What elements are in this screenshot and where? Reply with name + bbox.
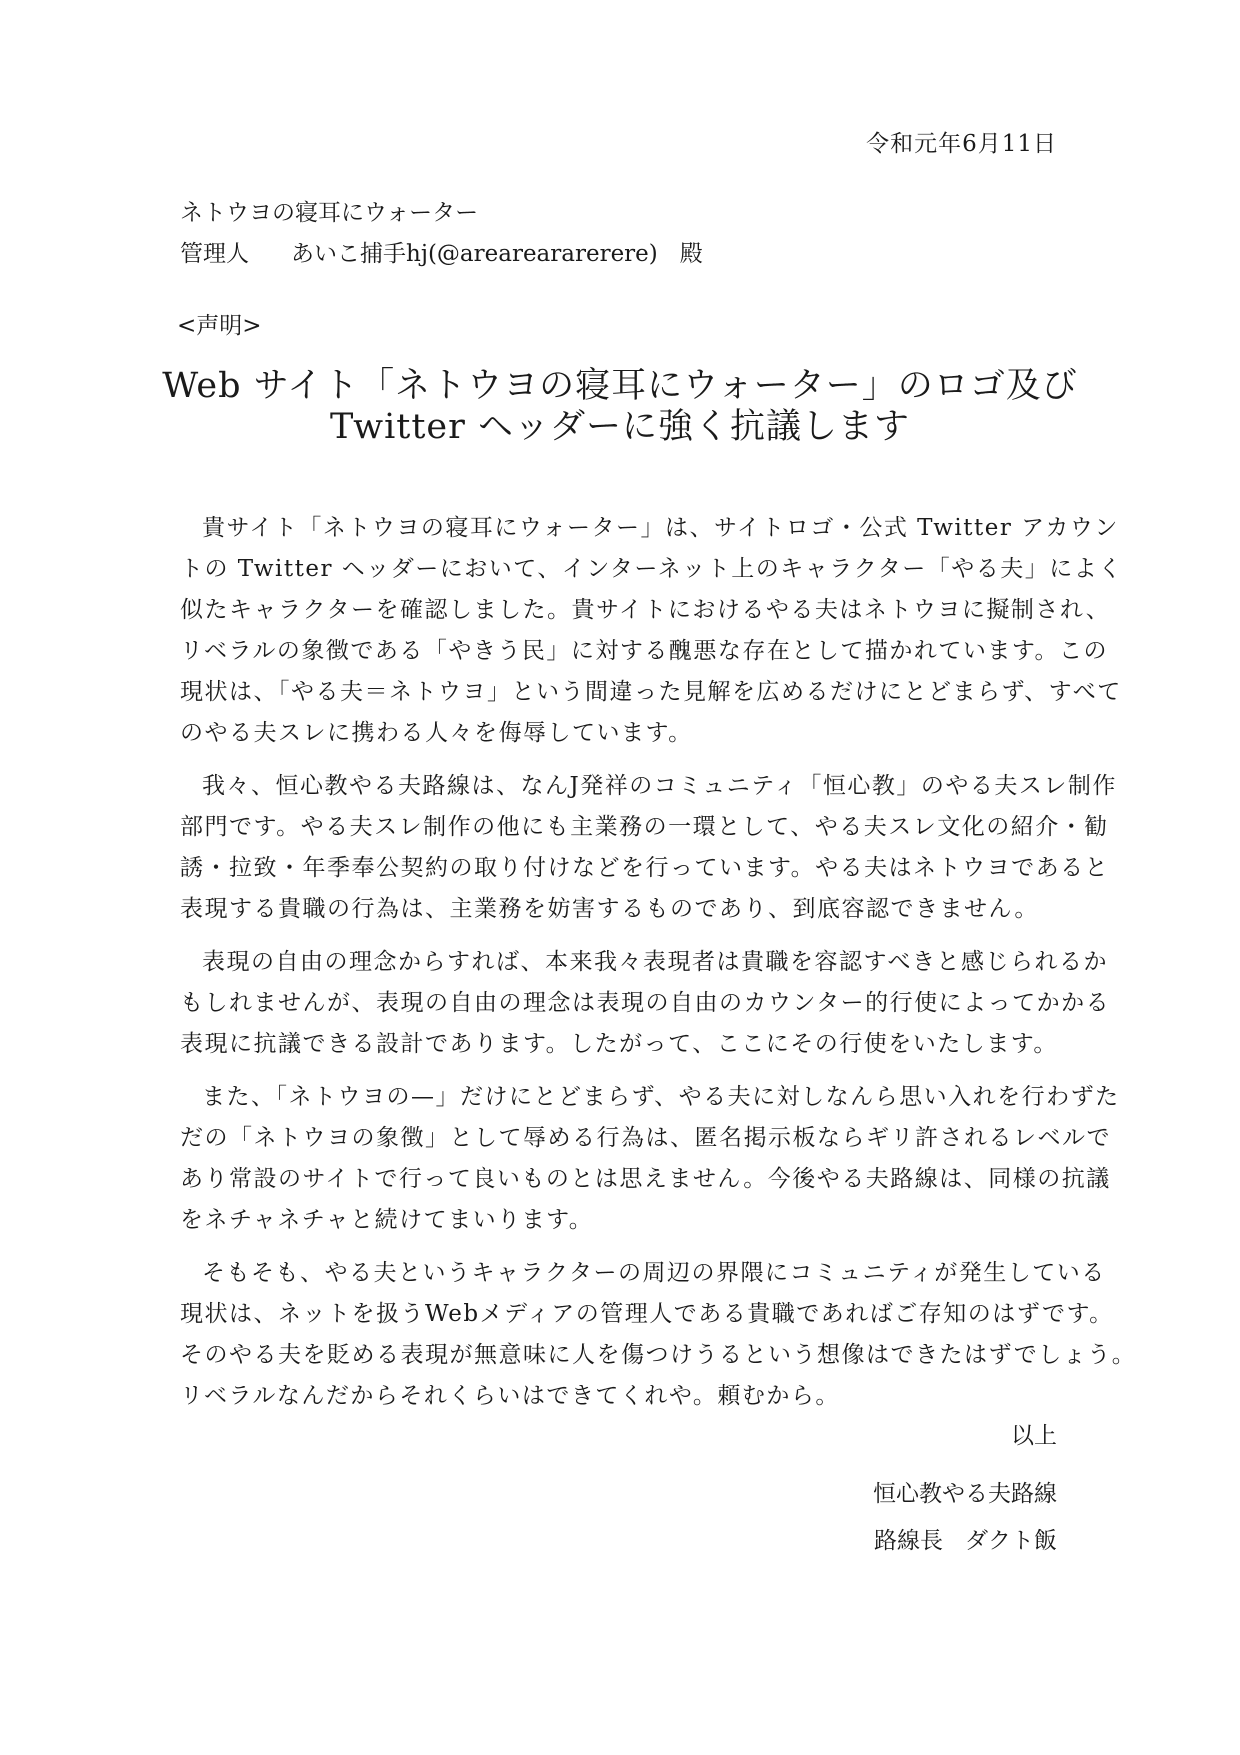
paragraph-line: だの「ネトウヨの象徴」として辱める行為は、匿名掲示板ならギリ許されるレベルで <box>180 1125 1111 1151</box>
paragraph-line: 表現に抗議できる設計であります。したがって、ここにその行使をいたします。 <box>180 1031 1058 1057</box>
paragraph-line: のやる夫スレに携わる人々を侮辱しています。 <box>180 720 693 746</box>
title-line-1: Web サイト「ネトウヨの寝耳にウォーター」のロゴ及び <box>162 366 1078 406</box>
signer-title: 路線長 <box>874 1528 943 1554</box>
paragraph-line: あり常設のサイトで行って良いものとは思えません。今後やる夫路線は、同様の抗議 <box>180 1166 1111 1192</box>
paragraph-line: リベラルの象徴である「やきう民」に対する醜悪な存在として描かれています。この <box>180 638 1109 664</box>
paragraph-line: 現状は、「やる夫＝ネトウヨ」という間違った見解を広めるだけにとどまらず、すべて <box>180 679 1122 705</box>
addressee-name: あいこ捕手hj(@areareararerere) <box>291 241 658 267</box>
addressee-role: 管理人 <box>180 241 249 267</box>
document-date: 令和元年6月11日 <box>866 131 1057 157</box>
paragraph-2 <box>180 766 1117 930</box>
paragraph-line: をネチャネチャと続けてまいります。 <box>180 1207 594 1233</box>
signer-line <box>873 1518 1057 1565</box>
title-line-2: Twitter ヘッダーに強く抗議します <box>330 407 910 447</box>
closing-ijo: 以上 <box>1011 1423 1057 1449</box>
addressee-site: ネトウヨの寝耳にウォーター <box>180 200 479 226</box>
paragraph-line: 貴サイト「ネトウヨの寝耳にウォーター」は、サイトロゴ・公式 Twitter アカウン <box>202 515 1119 541</box>
paragraph-line: リベラルなんだからそれくらいはできてくれや。頼むから。 <box>180 1383 840 1409</box>
signer-name: ダクト飯 <box>965 1528 1057 1554</box>
paragraph-line: そもそも、やる夫というキャラクターの周辺の界隈にコミュニティが発生している <box>202 1260 1106 1286</box>
section-label: <声明> <box>177 313 262 339</box>
paragraph-line: 似たキャラクターを確認しました。貴サイトにおけるやる夫はネトウヨに擬制され、 <box>180 597 1111 623</box>
paragraph-5 <box>180 1253 1137 1417</box>
signer-organization: 恒心教やる夫路線 <box>873 1481 1057 1507</box>
paragraph-4 <box>180 1077 1120 1241</box>
paragraph-line: トの Twitter ヘッダーにおいて、インターネット上のキャラクター「やる夫」によく <box>180 556 1123 582</box>
paragraph-line: 部門です。やる夫スレ制作の他にも主業務の一環として、やる夫スレ文化の紹介・勧 <box>180 814 1109 840</box>
paragraph-line: 表現する貴職の行為は、主業務を妨害するものであり、到底容認できません。 <box>180 896 1039 922</box>
paragraph-line: 現状は、ネットを扱うWebメディアの管理人である貴職であればご存知のはずです。 <box>180 1301 1114 1327</box>
closing-block <box>873 1413 1057 1565</box>
body-text <box>180 508 1137 1429</box>
document-title <box>150 366 1090 448</box>
paragraph-line: また、「ネトウヨの—」だけにとどまらず、やる夫に対しなんら思い入れを行わずた <box>202 1084 1120 1110</box>
paragraph-line: もしれませんが、表現の自由の理念は表現の自由のカウンター的行使によってかかる <box>180 990 1111 1016</box>
addressee-honorific: 殿 <box>679 241 703 267</box>
paragraph-3 <box>180 942 1111 1065</box>
addressee-block <box>180 193 703 275</box>
paragraph-line: 我々、恒心教やる夫路線は、なんJ発祥のコミュニティ「恒心教」のやる夫スレ制作 <box>202 773 1117 799</box>
paragraph-line: そのやる夫を貶める表現が無意味に人を傷つけうるという想像はできたはずでしょう。 <box>180 1342 1137 1368</box>
paragraph-line: 表現の自由の理念からすれば、本来我々表現者は貴職を容認すべきと感じられるか <box>202 949 1109 975</box>
addressee-person-line <box>180 234 703 275</box>
paragraph-1 <box>180 508 1123 754</box>
paragraph-line: 誘・拉致・年季奉公契約の取り付けなどを行っています。やる夫はネトウヨであると <box>180 855 1110 881</box>
